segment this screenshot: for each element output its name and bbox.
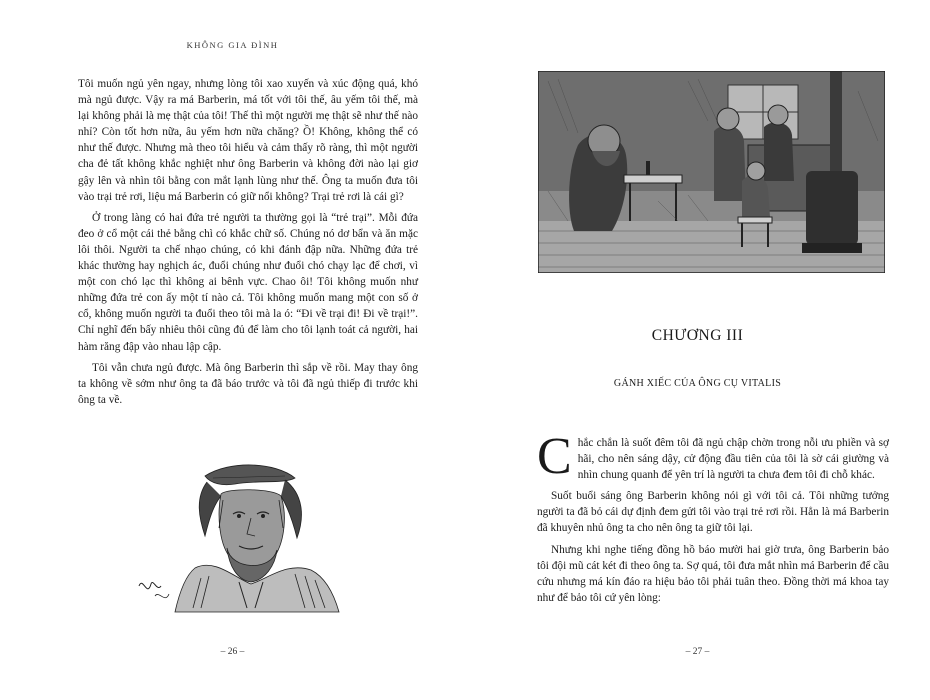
page-number: – 26 – xyxy=(220,647,245,657)
right-body-text xyxy=(537,428,889,611)
first-paragraph-text: hắc chắn là suốt đêm tôi đã ngủ chập chờn trong nỗi ưu phiền và sợ hãi, cho nên sáng dậy, cử động đầu tiên của tôi là sờ cái giường và nhìn chung quanh để yên trí là người ta chưa đem tôi đi chỗ khác. xyxy=(577,437,889,482)
paragraph: Nhưng khi nghe tiếng đồng hồ báo mười hai giờ trưa, ông Barberin bảo tôi đội mũ cát két đi theo ông ta. Sợ quá, tôi đưa mắt nhìn má Barberin để cầu cứu nhưng má kín đáo ra hiệu bảo tôi phải tuân theo. Đồng thời má khoa tay như để bảo tôi cứ yên lòng: xyxy=(537,543,889,604)
paragraph: Tôi muốn ngủ yên ngay, nhưng lòng tôi xao xuyến và xúc động quá, khó mà ngủ được. Vậy ra má Barberin, má tốt với tôi thế, âu yếm tôi thế, mà lại không phải là mẹ thật của tôi! Thế thì một người mẹ thật sẽ như thế nào nhỉ? Còn tốt hơn nữa, âu yếm hơn nữa chăng? Ồ! Không, không thể có như thế được. Nhưng mà theo tôi hiểu và cảm thấy rõ ràng, thì một người cha đẻ tất không khắc nghiệt như ông Barberin và không đời nào lại giơ gậy lên và nhìn tôi bằng con mắt lạnh lùng như thế. Ông ta muốn đưa tôi vào trại trẻ rơi, liệu má Barberin có giữ nổi không? Trại trẻ rơi là cái gì? xyxy=(78,78,418,203)
paragraph: Tôi vẫn chưa ngủ được. Mà ông Barberin thì sắp về rồi. May thay ông ta không về sớm như ông ta đã báo trước và tôi đã ngủ thiếp đi trước khi ông ta về. xyxy=(78,361,418,406)
chapter-title: CHƯƠNG III xyxy=(651,327,744,344)
right-page xyxy=(465,0,930,700)
first-paragraph xyxy=(537,428,889,485)
running-head: KHÔNG GIA ĐÌNH xyxy=(186,40,279,50)
page-number: – 27 – xyxy=(685,647,710,657)
tavern-illustration xyxy=(538,71,885,273)
drop-cap: C xyxy=(537,428,572,485)
portrait-illustration xyxy=(135,458,355,613)
paragraph: Ở trong làng có hai đứa trẻ người ta thường gọi là “trẻ trại”. Mỗi đứa đeo ở cổ một cái thẻ bằng chì có khắc chữ số. Chúng nó dơ bẩn và ăn mặc lôi thôi. Người ta chế nhạo chúng, có khi đánh đập nữa. Những đứa trẻ khác thường hay nghịch ác, đuổi chúng như đuổi chó chạy lạc để chơi, vì một con chó lạc thì không ai bênh vực. Chao ôi! Tôi không muốn như những đứa trẻ con ấy một tí nào cả. Tôi không muốn mang một con số ở cổ, không muốn người ta đuổi theo tôi mà la ó: “Đi về trại đi! Đi về trại!”. Chỉ nghĩ đến bấy nhiêu thôi cũng đủ để làm cho tôi lạnh toát cả người, hai hàm răng đập vào nhau lập cập. xyxy=(78,211,418,353)
left-body-text xyxy=(78,76,418,413)
chapter-subtitle: GÁNH XIẾC CỦA ÔNG CỤ VITALIS xyxy=(613,378,782,389)
paragraph: Suốt buổi sáng ông Barberin không nói gì với tôi cả. Tôi những tưởng người ta đã bỏ cái dự định đem gửi tôi vào trại trẻ rơi rồi. Hẳn là má Barberin đã khuyên nhủ ông ta cho nên ông ta giữ tôi lại. xyxy=(537,490,889,535)
